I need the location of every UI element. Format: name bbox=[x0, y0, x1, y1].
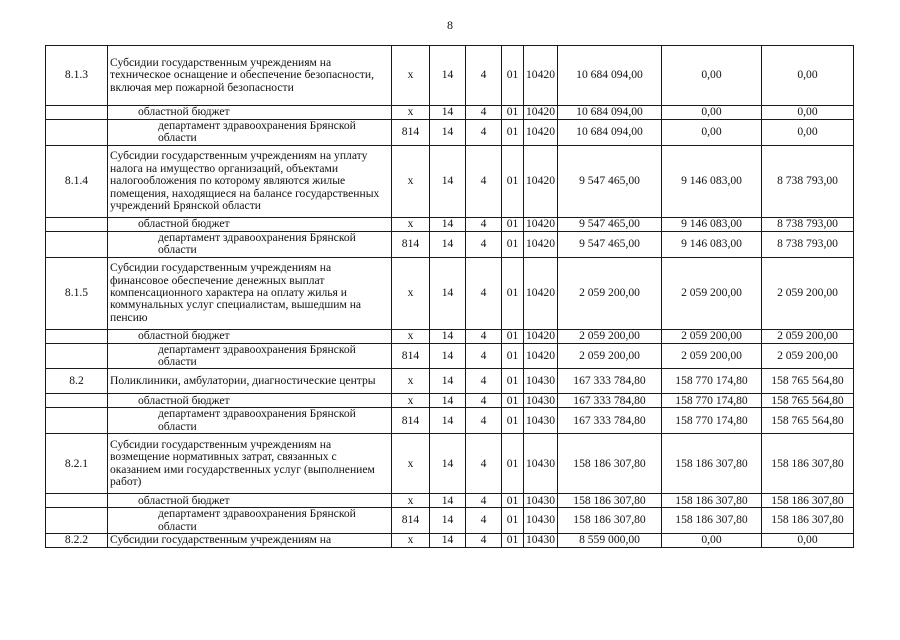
program-cell: 01 bbox=[502, 343, 524, 369]
section-cell: 14 bbox=[430, 434, 466, 494]
program-cell: 01 bbox=[502, 145, 524, 217]
amount-year2-cell: 2 059 200,00 bbox=[662, 257, 762, 329]
amount-year2-cell: 9 146 083,00 bbox=[662, 145, 762, 217]
subsection-cell: 4 bbox=[466, 394, 502, 408]
table-row bbox=[46, 145, 854, 217]
grbs-cell: 814 bbox=[392, 408, 430, 434]
program-cell: 01 bbox=[502, 120, 524, 146]
grbs-cell: х bbox=[392, 46, 430, 106]
row-name: областной бюджет bbox=[108, 329, 392, 343]
amount-year2-cell: 9 146 083,00 bbox=[662, 231, 762, 257]
section-cell: 14 bbox=[430, 508, 466, 534]
subsection-cell: 4 bbox=[466, 217, 502, 231]
table-row bbox=[46, 217, 854, 231]
amount-year1-cell: 10 684 094,00 bbox=[558, 106, 662, 120]
target-article-cell: 10420 bbox=[524, 46, 558, 106]
subsection-cell: 4 bbox=[466, 508, 502, 534]
amount-year3-cell: 158 186 307,80 bbox=[762, 508, 854, 534]
amount-year2-cell: 158 770 174,80 bbox=[662, 394, 762, 408]
program-cell: 01 bbox=[502, 494, 524, 508]
table-row bbox=[46, 106, 854, 120]
grbs-cell: 814 bbox=[392, 508, 430, 534]
section-cell: 14 bbox=[430, 394, 466, 408]
table-row bbox=[46, 231, 854, 257]
amount-year3-cell: 0,00 bbox=[762, 534, 854, 548]
section-cell: 14 bbox=[430, 120, 466, 146]
row-code bbox=[46, 494, 108, 508]
section-cell: 14 bbox=[430, 145, 466, 217]
amount-year2-cell: 158 186 307,80 bbox=[662, 434, 762, 494]
target-article-cell: 10420 bbox=[524, 257, 558, 329]
amount-year1-cell: 2 059 200,00 bbox=[558, 343, 662, 369]
table-row bbox=[46, 508, 854, 534]
row-name: департамент здравоохранения Брянской области bbox=[108, 508, 392, 534]
program-cell: 01 bbox=[502, 217, 524, 231]
amount-year1-cell: 158 186 307,80 bbox=[558, 494, 662, 508]
amount-year1-cell: 158 186 307,80 bbox=[558, 434, 662, 494]
amount-year3-cell: 158 186 307,80 bbox=[762, 434, 854, 494]
subsection-cell: 4 bbox=[466, 257, 502, 329]
grbs-cell: х bbox=[392, 217, 430, 231]
row-name: Поликлиники, амбулатории, диагностические центры bbox=[108, 369, 392, 394]
section-cell: 14 bbox=[430, 534, 466, 548]
section-cell: 14 bbox=[430, 408, 466, 434]
subsection-cell: 4 bbox=[466, 145, 502, 217]
target-article-cell: 10430 bbox=[524, 434, 558, 494]
target-article-cell: 10430 bbox=[524, 394, 558, 408]
subsection-cell: 4 bbox=[466, 120, 502, 146]
amount-year1-cell: 2 059 200,00 bbox=[558, 329, 662, 343]
target-article-cell: 10420 bbox=[524, 343, 558, 369]
row-name: областной бюджет bbox=[108, 217, 392, 231]
amount-year2-cell: 2 059 200,00 bbox=[662, 329, 762, 343]
section-cell: 14 bbox=[430, 231, 466, 257]
amount-year3-cell: 2 059 200,00 bbox=[762, 329, 854, 343]
budget-table bbox=[45, 45, 854, 548]
row-name: Субсидии государственным учреждениям на финансовое обеспечение денежных выплат компенсационного характера на оплату жилья и коммунальных услуг специалистам, вышедшим на пенсию bbox=[108, 257, 392, 329]
amount-year1-cell: 8 559 000,00 bbox=[558, 534, 662, 548]
table-row bbox=[46, 534, 854, 548]
target-article-cell: 10430 bbox=[524, 408, 558, 434]
section-cell: 14 bbox=[430, 343, 466, 369]
target-article-cell: 10430 bbox=[524, 534, 558, 548]
program-cell: 01 bbox=[502, 408, 524, 434]
program-cell: 01 bbox=[502, 434, 524, 494]
subsection-cell: 4 bbox=[466, 106, 502, 120]
row-name: областной бюджет bbox=[108, 106, 392, 120]
row-code bbox=[46, 106, 108, 120]
table-body bbox=[46, 46, 854, 548]
subsection-cell: 4 bbox=[466, 343, 502, 369]
amount-year2-cell: 0,00 bbox=[662, 534, 762, 548]
row-name: Субсидии государственным учреждениям на bbox=[108, 534, 392, 548]
section-cell: 14 bbox=[430, 46, 466, 106]
program-cell: 01 bbox=[502, 106, 524, 120]
subsection-cell: 4 bbox=[466, 231, 502, 257]
grbs-cell: х bbox=[392, 534, 430, 548]
amount-year3-cell: 0,00 bbox=[762, 46, 854, 106]
section-cell: 14 bbox=[430, 106, 466, 120]
program-cell: 01 bbox=[502, 231, 524, 257]
row-code bbox=[46, 120, 108, 146]
page-number: 8 bbox=[447, 18, 453, 32]
subsection-cell: 4 bbox=[466, 434, 502, 494]
row-code: 8.2.1 bbox=[46, 434, 108, 494]
subsection-cell: 4 bbox=[466, 494, 502, 508]
target-article-cell: 10430 bbox=[524, 508, 558, 534]
row-code bbox=[46, 394, 108, 408]
amount-year3-cell: 8 738 793,00 bbox=[762, 217, 854, 231]
amount-year2-cell: 158 770 174,80 bbox=[662, 408, 762, 434]
amount-year3-cell: 158 765 564,80 bbox=[762, 369, 854, 394]
table-row bbox=[46, 343, 854, 369]
section-cell: 14 bbox=[430, 257, 466, 329]
grbs-cell: х bbox=[392, 145, 430, 217]
grbs-cell: 814 bbox=[392, 120, 430, 146]
section-cell: 14 bbox=[430, 217, 466, 231]
section-cell: 14 bbox=[430, 494, 466, 508]
table-row bbox=[46, 408, 854, 434]
amount-year1-cell: 167 333 784,80 bbox=[558, 394, 662, 408]
amount-year2-cell: 158 186 307,80 bbox=[662, 508, 762, 534]
table-row bbox=[46, 46, 854, 106]
program-cell: 01 bbox=[502, 508, 524, 534]
row-name: департамент здравоохранения Брянской области bbox=[108, 343, 392, 369]
amount-year2-cell: 9 146 083,00 bbox=[662, 217, 762, 231]
subsection-cell: 4 bbox=[466, 46, 502, 106]
section-cell: 14 bbox=[430, 329, 466, 343]
row-code bbox=[46, 231, 108, 257]
grbs-cell: х bbox=[392, 434, 430, 494]
grbs-cell: х bbox=[392, 494, 430, 508]
grbs-cell: х bbox=[392, 394, 430, 408]
row-code: 8.2.2 bbox=[46, 534, 108, 548]
amount-year1-cell: 2 059 200,00 bbox=[558, 257, 662, 329]
row-name: Субсидии государственным учреждениям на возмещение нормативных затрат, связанных с оказанием ими государственных услуг (выполнением работ) bbox=[108, 434, 392, 494]
row-code bbox=[46, 408, 108, 434]
row-code: 8.1.3 bbox=[46, 46, 108, 106]
amount-year1-cell: 9 547 465,00 bbox=[558, 145, 662, 217]
row-name: Субсидии государственным учреждениям на техническое оснащение и обеспечение безопасности, включая мер пожарной безопасности bbox=[108, 46, 392, 106]
amount-year3-cell: 158 765 564,80 bbox=[762, 408, 854, 434]
program-cell: 01 bbox=[502, 394, 524, 408]
table-row bbox=[46, 394, 854, 408]
grbs-cell: 814 bbox=[392, 231, 430, 257]
row-name: департамент здравоохранения Брянской области bbox=[108, 231, 392, 257]
table-row bbox=[46, 257, 854, 329]
table-row bbox=[46, 329, 854, 343]
grbs-cell: х bbox=[392, 106, 430, 120]
amount-year2-cell: 158 770 174,80 bbox=[662, 369, 762, 394]
amount-year3-cell: 8 738 793,00 bbox=[762, 145, 854, 217]
subsection-cell: 4 bbox=[466, 534, 502, 548]
amount-year2-cell: 2 059 200,00 bbox=[662, 343, 762, 369]
amount-year1-cell: 167 333 784,80 bbox=[558, 369, 662, 394]
amount-year1-cell: 9 547 465,00 bbox=[558, 231, 662, 257]
row-name: Субсидии государственным учреждениям на уплату налога на имущество организаций, объектами налогообложения по которому являются жилые помещения, находящиеся на балансе государственных учреждений Брянской области bbox=[108, 145, 392, 217]
amount-year1-cell: 158 186 307,80 bbox=[558, 508, 662, 534]
grbs-cell: х bbox=[392, 369, 430, 394]
target-article-cell: 10420 bbox=[524, 329, 558, 343]
target-article-cell: 10420 bbox=[524, 145, 558, 217]
amount-year2-cell: 0,00 bbox=[662, 120, 762, 146]
target-article-cell: 10420 bbox=[524, 106, 558, 120]
amount-year2-cell: 0,00 bbox=[662, 46, 762, 106]
target-article-cell: 10420 bbox=[524, 120, 558, 146]
row-name: областной бюджет bbox=[108, 494, 392, 508]
amount-year3-cell: 0,00 bbox=[762, 106, 854, 120]
row-code bbox=[46, 217, 108, 231]
amount-year1-cell: 10 684 094,00 bbox=[558, 120, 662, 146]
row-code: 8.1.4 bbox=[46, 145, 108, 217]
table-row bbox=[46, 494, 854, 508]
amount-year2-cell: 0,00 bbox=[662, 106, 762, 120]
amount-year2-cell: 158 186 307,80 bbox=[662, 494, 762, 508]
target-article-cell: 10420 bbox=[524, 231, 558, 257]
row-code bbox=[46, 508, 108, 534]
amount-year1-cell: 9 547 465,00 bbox=[558, 217, 662, 231]
program-cell: 01 bbox=[502, 329, 524, 343]
program-cell: 01 bbox=[502, 46, 524, 106]
section-cell: 14 bbox=[430, 369, 466, 394]
grbs-cell: 814 bbox=[392, 343, 430, 369]
subsection-cell: 4 bbox=[466, 329, 502, 343]
amount-year3-cell: 8 738 793,00 bbox=[762, 231, 854, 257]
table-row bbox=[46, 120, 854, 146]
target-article-cell: 10420 bbox=[524, 217, 558, 231]
target-article-cell: 10430 bbox=[524, 494, 558, 508]
table-row bbox=[46, 369, 854, 394]
program-cell: 01 bbox=[502, 369, 524, 394]
amount-year3-cell: 158 765 564,80 bbox=[762, 394, 854, 408]
subsection-cell: 4 bbox=[466, 408, 502, 434]
amount-year3-cell: 2 059 200,00 bbox=[762, 343, 854, 369]
amount-year3-cell: 158 186 307,80 bbox=[762, 494, 854, 508]
program-cell: 01 bbox=[502, 257, 524, 329]
table-row bbox=[46, 434, 854, 494]
row-name: департамент здравоохранения Брянской области bbox=[108, 120, 392, 146]
row-name: департамент здравоохранения Брянской области bbox=[108, 408, 392, 434]
grbs-cell: х bbox=[392, 329, 430, 343]
row-code bbox=[46, 329, 108, 343]
program-cell: 01 bbox=[502, 534, 524, 548]
row-code bbox=[46, 343, 108, 369]
target-article-cell: 10430 bbox=[524, 369, 558, 394]
row-name: областной бюджет bbox=[108, 394, 392, 408]
amount-year1-cell: 10 684 094,00 bbox=[558, 46, 662, 106]
row-code: 8.2 bbox=[46, 369, 108, 394]
amount-year3-cell: 0,00 bbox=[762, 120, 854, 146]
subsection-cell: 4 bbox=[466, 369, 502, 394]
grbs-cell: х bbox=[392, 257, 430, 329]
amount-year3-cell: 2 059 200,00 bbox=[762, 257, 854, 329]
amount-year1-cell: 167 333 784,80 bbox=[558, 408, 662, 434]
row-code: 8.1.5 bbox=[46, 257, 108, 329]
